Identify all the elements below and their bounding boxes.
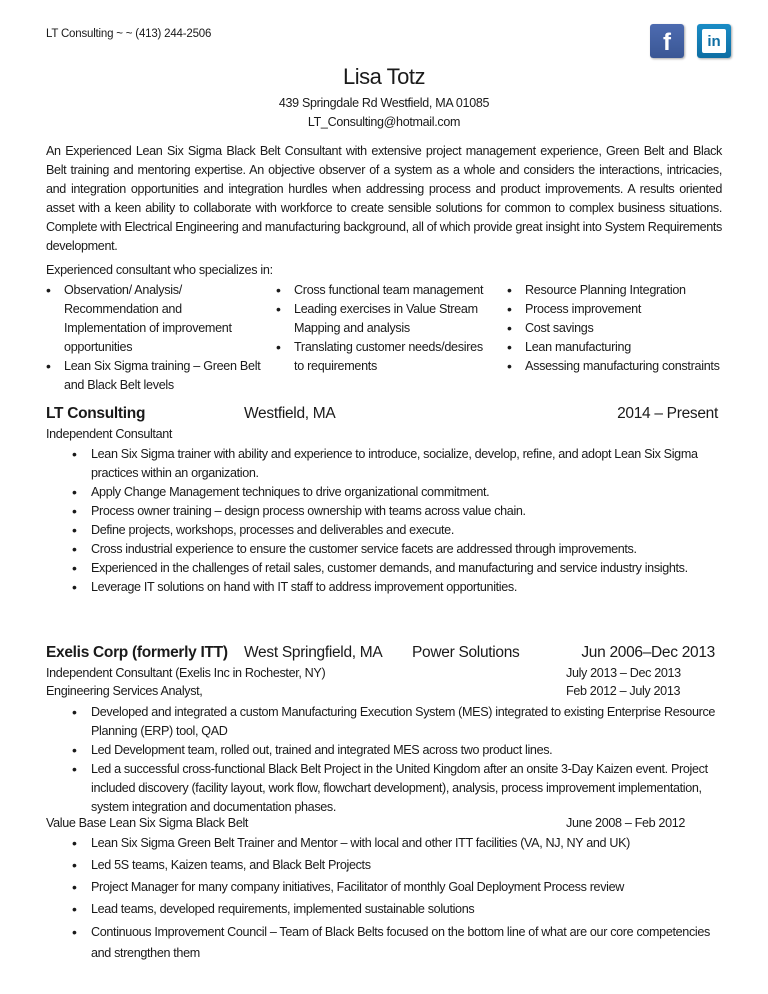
job-dates: 2014 – Present — [617, 405, 718, 422]
linkedin-button[interactable] — [697, 24, 731, 58]
job-dates: Jun 2006–Dec 2013 — [581, 644, 715, 661]
facebook-icon: f — [663, 29, 671, 56]
specialty-item: • Observation/ Analysis/ Recommendation and Implementation of improvement opportunities — [46, 281, 266, 357]
linkedin-icon: in — [702, 29, 726, 53]
specialty-item: • Cross functional team management — [276, 281, 491, 300]
job-bullet: • Developed and integrated a custom Manufacturing Execution System (MES) integrated to existing Enterprise Resource Planning (ERP) tool, QAD — [72, 703, 722, 741]
specialty-item: • Process improvement — [507, 300, 722, 319]
job-bullet: • Process owner training – design process ownership with teams across value chain. — [72, 502, 722, 521]
job-bullet: • Experienced in the challenges of retail sales, customer demands, and manufacturing and service industry insights. — [72, 559, 722, 578]
specialties-intro: Experienced consultant who specializes in: — [46, 263, 273, 277]
job-bullets-value-base — [72, 834, 722, 967]
specialty-item: • Leading exercises in Value Stream Mapping and analysis — [276, 300, 491, 338]
job-bullet: • Lean Six Sigma trainer with ability and experience to introduce, socialize, develop, refine, and adopt Lean Six Sigma practices within an organization. — [72, 445, 722, 483]
job-bullet: • Leverage IT solutions on hand with IT staff to address improvement opportunities. — [72, 578, 722, 597]
job-bullet: • Cross industrial experience to ensure the customer service facets are addressed through improvements. — [72, 540, 722, 559]
summary-paragraph: An Experienced Lean Six Sigma Black Belt Consultant with extensive project management experience, Green Belt and Black Belt training and mentoring expertise. An objective observer of a system as a whole and considers the interactions, intricacies, and integration opportunities and integration hurdles when addressing process and product improvements. A results oriented asset with a keen ability to collaborate with workforce to create sensible solutions for common to complex business situations. Complete with Electrical Engineering and manufacturing background, all of which provide great insight into System Requirements development. — [46, 144, 722, 253]
facebook-button[interactable] — [650, 24, 684, 58]
job-bullet: • Led 5S teams, Kaizen teams, and Black Belt Projects — [72, 856, 722, 875]
specialty-item: • Lean manufacturing — [507, 338, 722, 357]
job-bullet: • Lean Six Sigma Green Belt Trainer and Mentor – with local and other ITT facilities (VA, NJ, NY and UK) — [72, 834, 722, 853]
role-dates: June 2008 – Feb 2012 — [566, 816, 686, 830]
job-role — [46, 816, 696, 830]
email: LT_Consulting@hotmail.com — [307, 115, 461, 129]
job-role: Independent Consultant — [46, 427, 173, 441]
role-title: Value Base Lean Six Sigma Black Belt — [46, 816, 249, 830]
specialty-item: • Lean Six Sigma training – Green Belt and Black Belt levels — [46, 357, 266, 395]
job-division: Power Solutions — [412, 644, 520, 661]
job-bullet: • Led a successful cross-functional Black Belt Project in the United Kingdom after an onsite 3-Day Kaizen event. Project included discovery (facility layout, work flow, flowchart development), analysis, process improvement implementation, system integration and documentation phases. — [72, 760, 722, 817]
job-bullet: • Continuous Improvement Council – Team of Black Belts focused on the bottom line of what are our core competencies and strengthen them — [72, 922, 722, 964]
specialties-column-1 — [46, 281, 266, 395]
role-dates: July 2013 – Dec 2013 — [566, 666, 681, 680]
specialties-column-2 — [276, 281, 491, 376]
job-bullet: • Led Development team, rolled out, trained and integrated MES across two product lines. — [72, 741, 722, 760]
job-bullet: • Define projects, workshops, processes and deliverables and execute. — [72, 521, 722, 540]
job-bullet: • Apply Change Management techniques to drive organizational commitment. — [72, 483, 722, 502]
specialty-item: • Translating customer needs/desires to requirements — [276, 338, 491, 376]
job-bullets-exelis — [72, 703, 722, 817]
job-company: LT Consulting — [46, 405, 146, 422]
specialty-item: • Cost savings — [507, 319, 722, 338]
job-header-lt-consulting — [46, 405, 718, 423]
candidate-name: Lisa Totz — [343, 64, 425, 89]
job-location: Westfield, MA — [244, 405, 336, 422]
role-title: Engineering Services Analyst, — [46, 684, 203, 698]
job-location: West Springfield, MA — [244, 644, 383, 661]
job-header-exelis — [46, 644, 718, 662]
job-company: Exelis Corp (formerly ITT) — [46, 644, 228, 661]
specialty-item: • Assessing manufacturing constraints — [507, 357, 722, 376]
address: 439 Springdale Rd Westfield, MA 01085 — [278, 96, 490, 110]
specialty-item: • Resource Planning Integration — [507, 281, 722, 300]
role-title: Independent Consultant (Exelis Inc in Rochester, NY) — [46, 666, 326, 680]
job-bullet: • Lead teams, developed requirements, implemented sustainable solutions — [72, 900, 722, 919]
job-bullets-lt-consulting — [72, 445, 722, 597]
header-company-phone: LT Consulting ~ ~ (413) 244-2506 — [46, 28, 212, 40]
job-role — [46, 684, 696, 698]
job-role — [46, 666, 696, 680]
role-dates: Feb 2012 – July 2013 — [566, 684, 681, 698]
specialties-column-3 — [507, 281, 722, 376]
job-bullet: • Project Manager for many company initiatives, Facilitator of monthly Goal Deployment Process review — [72, 878, 722, 897]
